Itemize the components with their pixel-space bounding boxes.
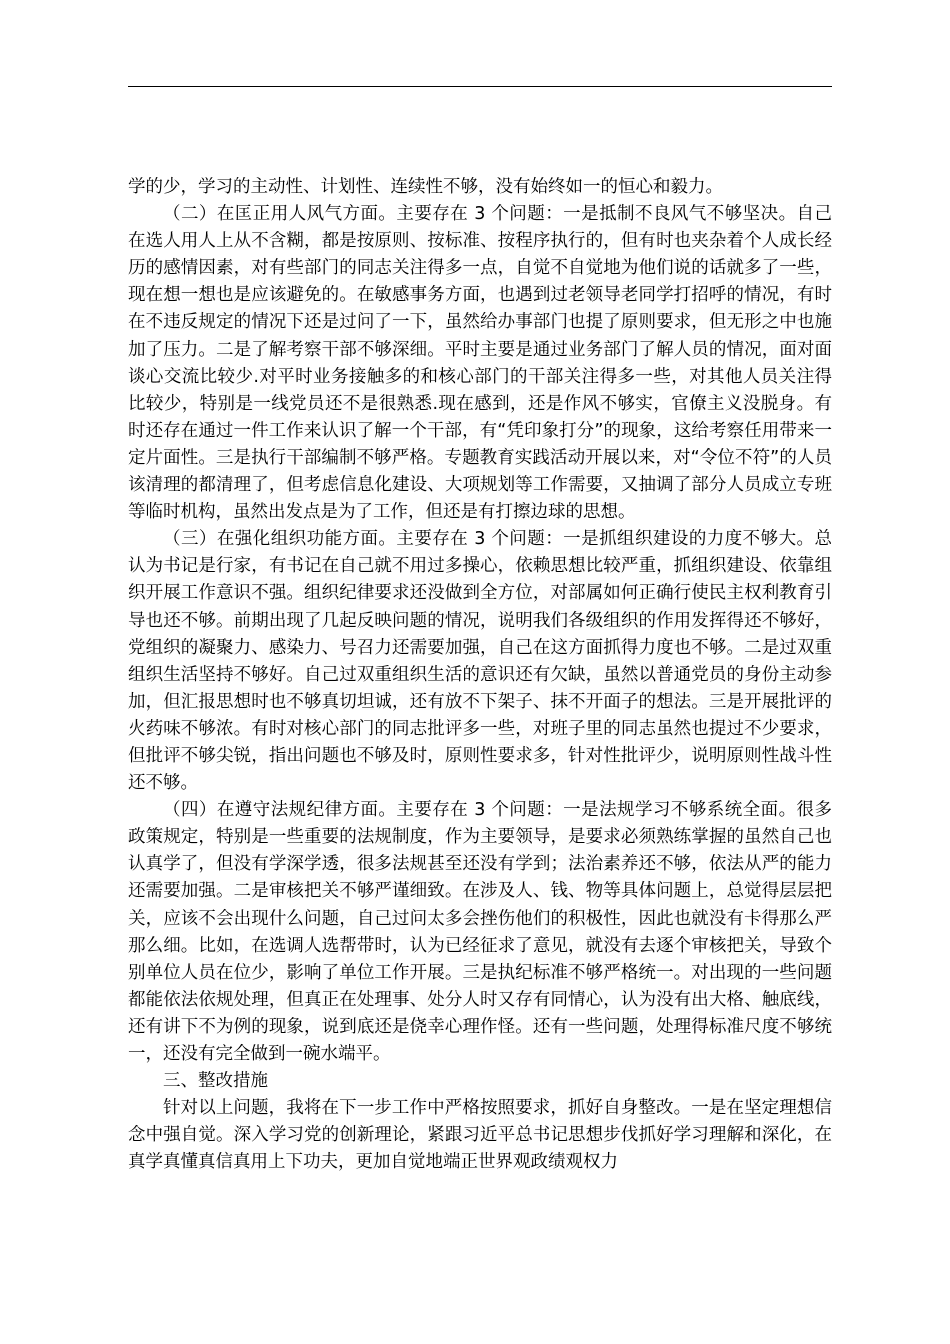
paragraph-section-2: （二）在匡正用人风气方面。主要存在 3 个问题：一是抵制不良风气不够坚决。自己在选人用人上从不含糊，都是按原则、按标准、按程序执行的，但有时也夹杂着个人成长经历的感情因素，对有些部门的同志关注得多一点，自觉不自觉地为他们说的话就多了一些，现在想一想也是应该避免的。在敏感事务方面，也遇到过老领导老同学打招呼的情况，有时在不违反规定的情况下还是过问了一下，虽然给办事部门也提了原则要求，但无形之中也施加了压力。二是了解考察干部不够深细。平时主要是通过业务部门了解人员的情况，面对面谈心交流比较少.对平时业务接触多的和核心部门的干部关注得多一些，对其他人员关注得比较少，特别是一线党员还不是很熟悉.现在感到，还是作风不够实，官僚主义没脱身。有时还存在通过一件工作来认识了解一个干部，有“凭印象打分”的现象，这给考察任用带来一定片面性。三是执行干部编制不够严格。专题教育实践活动开展以来，对“令位不符”的人员该清理的都清理了，但考虑信息化建设、大项规划等工作需要，又抽调了部分人员成立专班等临时机构，虽然出发点是为了工作，但还是有打擦边球的思想。 xyxy=(128,204,832,523)
heading-rectification-measures: 三、整改措施 xyxy=(163,1071,268,1092)
header-rule xyxy=(128,86,832,87)
paragraph-continuation: 学的少，学习的主动性、计划性、连续性不够，没有始终如一的恒心和毅力。 xyxy=(128,177,723,197)
paragraph-section-4: （四）在遵守法规纪律方面。主要存在 3 个问题：一是法规学习不够系统全面。很多政策规定，特别是一些重要的法规制度，作为主要领导，是要求必须熟练掌握的虽然自己也认真学了，但没有学深学透，很多法规甚至还没有学到；法治素养还不够，依法从严的能力还需要加强。二是审核把关不够严谨细致。在涉及人、钱、物等具体问题上，总觉得层层把关，应该不会出现什么问题，自己过问太多会挫伤他们的积极性，因此也就没有卡得那么严那么细。比如，在选调人选帮带时，认为已经征求了意见，就没有去逐个审核把关，导致个别单位人员在位少，影响了单位工作开展。三是执纪标准不够严格统一。对出现的一些问题都能依法依规处理，但真正在处理事、处分人时又存有同情心，认为没有出大格、触底线，还有讲下不为例的现象，说到底还是侥幸心理作怪。还有一些问题，处理得标准尺度不够统一，还没有完全做到一碗水端平。 xyxy=(128,800,832,1064)
paragraph-rectification: 针对以上问题，我将在下一步工作中严格按照要求，抓好自身整改。一是在坚定理想信念中强自觉。深入学习党的创新理论，紧跟习近平总书记思想步伐抓好学习理解和深化，在真学真懂真信真用上下功夫，更加自觉地端正世界观政绩观权力 xyxy=(128,1098,832,1173)
paragraph-section-3: （三）在强化组织功能方面。主要存在 3 个问题：一是抓组织建设的力度不够大。总认为书记是行家，有书记在自己就不用过多操心，依赖思想比较严重，抓组织建设、依靠组织开展工作意识不强。组织纪律要求还没做到全方位，对部属如何正确行使民主权利教育引导也还不够。前期出现了几起反映问题的情况，说明我们各级组织的作用发挥得还不够好，党组织的凝聚力、感染力、号召力还需要加强，自己在这方面抓得力度也不够。二是过双重组织生活坚持不够好。自己过双重组织生活的意识还有欠缺，虽然以普通党员的身份主动参加，但汇报思想时也不够真切坦诚，还有放不下架子、抹不开面子的想法。三是开展批评的火药味不够浓。有时对核心部门的同志批评多一些，对班子里的同志虽然也提过不少要求，但批评不够尖锐，指出问题也不够及时，原则性要求多，针对性批评少，说明原则性战斗性还不够。 xyxy=(128,529,832,794)
document-body xyxy=(128,174,832,1176)
